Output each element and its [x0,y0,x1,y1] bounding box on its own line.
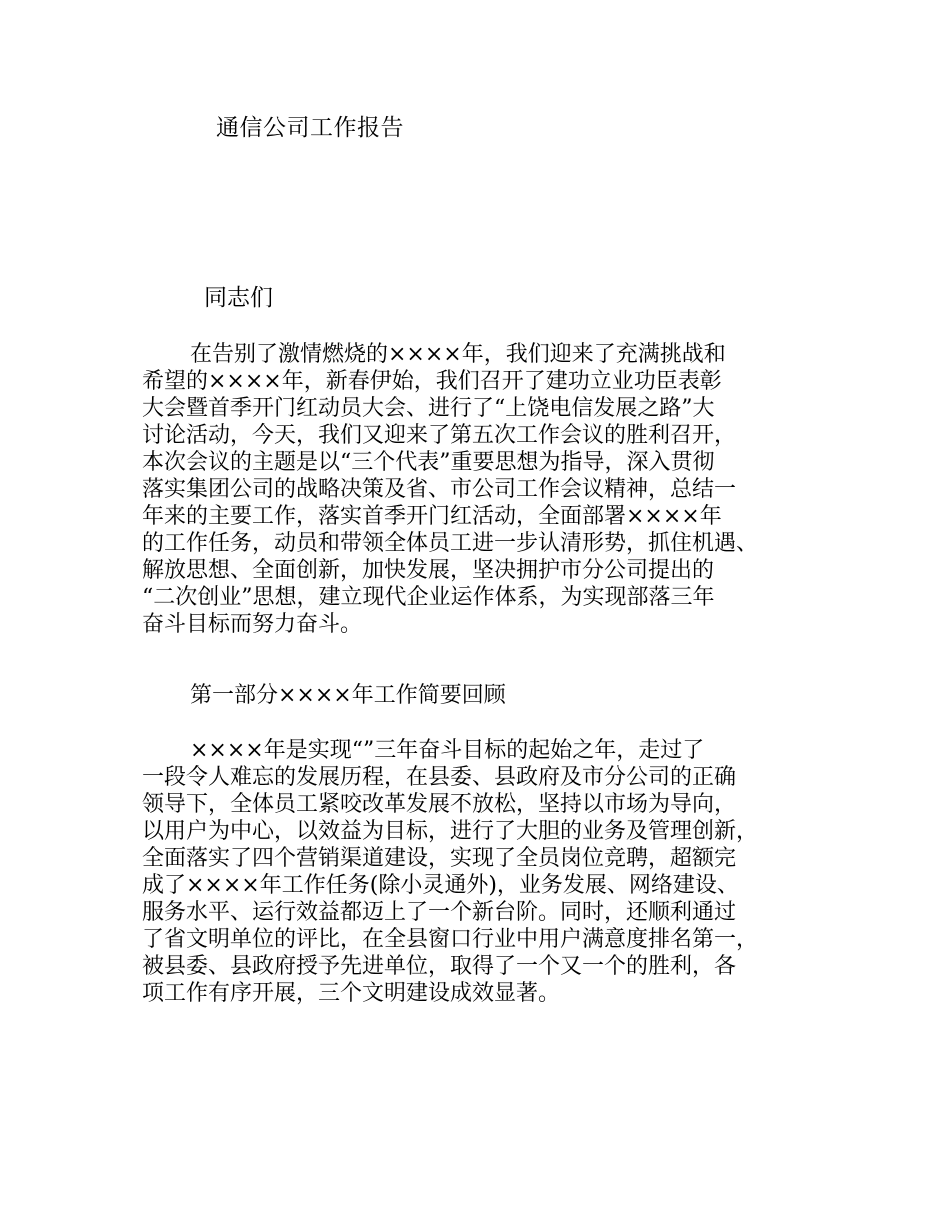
paragraph-line: 了省文明单位的评比，在全县窗口行业中用户满意度排名第一， [142,927,759,952]
paragraph-line: 落实集团公司的战略决策及省、市公司工作会议精神，总结一 [142,477,737,502]
paragraph-line: 项工作有序开展，三个文明建设成效显著。 [142,981,561,1006]
salutation: 同志们 [204,285,273,311]
paragraph-line: 全面落实了四个营销渠道建设，实现了全员岗位竞聘，超额完 [142,846,737,871]
paragraph-line: 在告别了激情燃烧的××××年，我们迎来了充满挑战和 [190,342,726,367]
paragraph-line: 奋斗目标而努力奋斗。 [142,612,363,637]
paragraph-line: 年来的主要工作，落实首季开门红活动，全面部署××××年 [142,504,722,529]
paragraph-line: “二次创业”思想，建立现代企业运作体系，为实现部落三年 [142,585,715,610]
paragraph-line: 服务水平、运行效益都迈上了一个新台阶。同时，还顺利通过 [142,900,737,925]
paragraph-line: 的工作任务，动员和带领全体员工进一步认清形势，抓住机遇、 [142,531,759,556]
paragraph-line: 大会暨首季开门红动员大会、进行了“上饶电信发展之路”大 [142,396,715,421]
paragraph-line: 本次会议的主题是以“三个代表”重要思想为指导，深入贯彻 [142,450,715,475]
paragraph-line: 领导下，全体员工紧咬改革发展不放松，坚持以市场为导向， [142,792,737,817]
paragraph-line: 讨论活动，今天，我们又迎来了第五次工作会议的胜利召开， [142,423,737,448]
paragraph-line: ××××年是实现“”三年奋斗目标的起始之年，走过了 [190,738,705,763]
document-title: 通信公司工作报告 [216,115,404,141]
paragraph-line: 一段令人难忘的发展历程，在县委、县政府及市分公司的正确 [142,765,737,790]
paragraph-line: 以用户为中心，以效益为目标，进行了大胆的业务及管理创新， [142,819,759,844]
paragraph-line: 解放思想、全面创新，加快发展，坚决拥护市分公司提出的 [142,558,715,583]
paragraph-line: 希望的××××年，新春伊始，我们召开了建功立业功臣表彰 [142,369,722,394]
paragraph-line: 被县委、县政府授予先进单位，取得了一个又一个的胜利，各 [142,954,737,979]
paragraph-line: 成了××××年工作任务(除小灵通外)，业务发展、网络建设、 [142,873,739,898]
section-heading: 第一部分××××年工作简要回顾 [190,683,506,708]
